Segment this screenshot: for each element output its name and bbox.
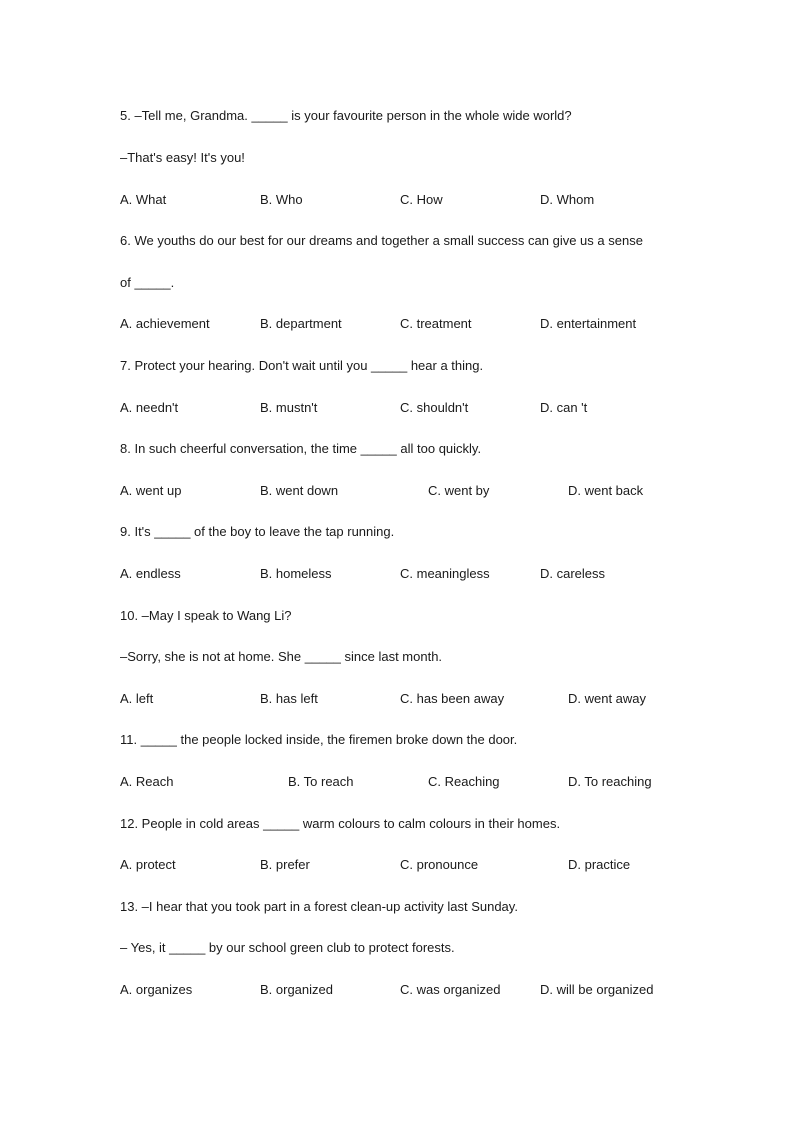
question-12-stem: 12. People in cold areas _____ warm colours to calm colours in their homes. (120, 816, 561, 831)
option-d: D. went away (568, 691, 647, 706)
question-9-options (0, 566, 794, 582)
question-13-answer-line: – Yes, it _____ by our school green club to protect forests. (120, 940, 455, 955)
question-6-stem: 6. We youths do our best for our dreams and together a small success can give us a sense (120, 233, 643, 248)
option-a: A. protect (120, 857, 176, 872)
question-13-options (0, 982, 794, 998)
option-c: C. How (400, 192, 443, 207)
option-c: C. was organized (400, 982, 501, 997)
option-c: C. treatment (400, 316, 472, 331)
option-c: C. went by (428, 483, 490, 498)
option-d: D. Whom (540, 192, 595, 207)
question-5-stem: 5. –Tell me, Grandma. _____ is your favourite person in the whole wide world? (120, 108, 572, 123)
option-d: D. entertainment (540, 316, 637, 331)
option-c: C. has been away (400, 691, 505, 706)
option-d: D. went back (568, 483, 644, 498)
option-a: A. achievement (120, 316, 210, 331)
question-13-stem: 13. –I hear that you took part in a forest clean-up activity last Sunday. (120, 899, 518, 914)
option-b: B. To reach (288, 774, 354, 789)
option-b: B. went down (260, 483, 339, 498)
option-b: B. department (260, 316, 342, 331)
option-c: C. Reaching (428, 774, 500, 789)
question-8-stem: 8. In such cheerful conversation, the time _____ all too quickly. (120, 441, 482, 456)
question-7-options (0, 400, 794, 416)
option-b: B. Who (260, 192, 303, 207)
option-d: D. careless (540, 566, 606, 581)
option-b: B. has left (260, 691, 318, 706)
option-a: A. What (120, 192, 167, 207)
option-a: A. organizes (120, 982, 193, 997)
question-6-options (0, 316, 794, 332)
question-10-stem: 10. –May I speak to Wang Li? (120, 608, 292, 623)
question-5-options (0, 192, 794, 208)
option-a: A. Reach (120, 774, 174, 789)
question-7-stem: 7. Protect your hearing. Don't wait until you _____ hear a thing. (120, 358, 484, 373)
question-10-answer-line: –Sorry, she is not at home. She _____ since last month. (120, 649, 443, 664)
option-d: D. To reaching (568, 774, 652, 789)
option-b: B. mustn't (260, 400, 318, 415)
option-a: A. endless (120, 566, 181, 581)
question-11-stem: 11. _____ the people locked inside, the firemen broke down the door. (120, 732, 518, 747)
option-b: B. prefer (260, 857, 310, 872)
option-d: D. can 't (540, 400, 588, 415)
question-11-options (0, 774, 794, 790)
option-c: C. pronounce (400, 857, 479, 872)
option-b: B. organized (260, 982, 333, 997)
option-a: A. needn't (120, 400, 179, 415)
option-d: D. practice (568, 857, 631, 872)
option-a: A. left (120, 691, 154, 706)
question-10-options (0, 691, 794, 707)
option-c: C. shouldn't (400, 400, 469, 415)
question-12-options (0, 857, 794, 873)
question-6-stem-cont: of _____. (120, 275, 175, 290)
option-b: B. homeless (260, 566, 332, 581)
question-8-options (0, 483, 794, 499)
question-5-answer-line: –That's easy! It's you! (120, 150, 245, 165)
option-a: A. went up (120, 483, 182, 498)
option-c: C. meaningless (400, 566, 490, 581)
question-9-stem: 9. It's _____ of the boy to leave the tap running. (120, 524, 395, 539)
option-d: D. will be organized (540, 982, 654, 997)
